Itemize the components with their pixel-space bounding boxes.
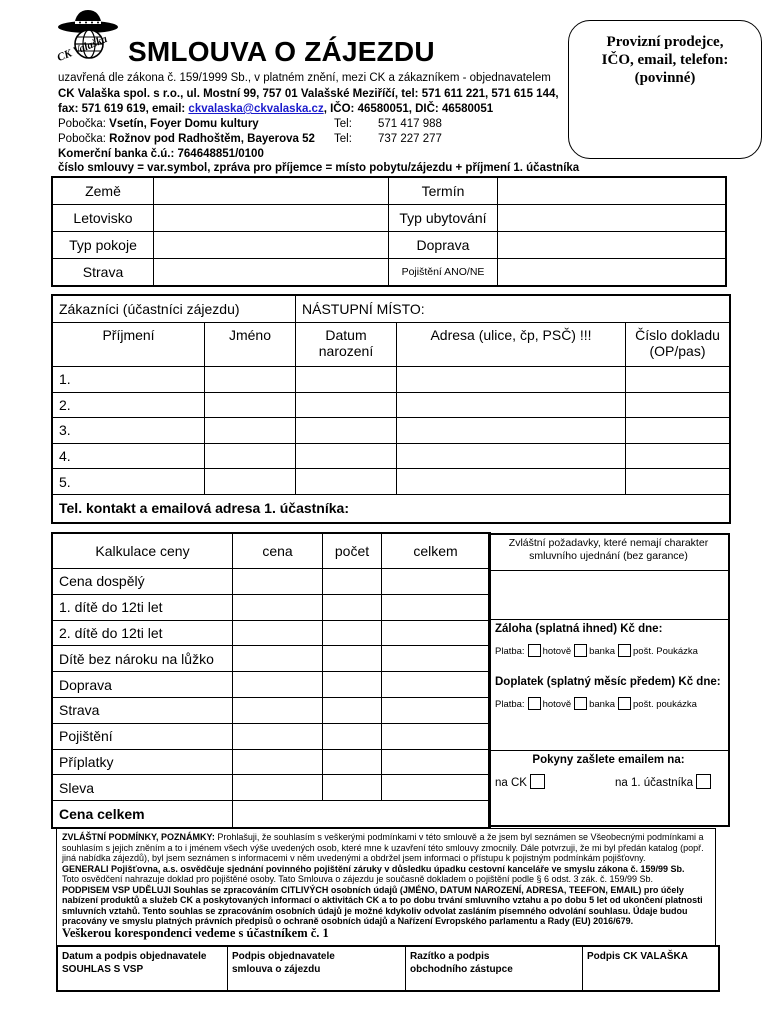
cell[interactable] <box>323 594 382 620</box>
checkbox-bank[interactable] <box>574 697 587 710</box>
signature-label-3b: obchodního zástupce <box>410 964 513 975</box>
table-row <box>53 367 730 393</box>
cell[interactable] <box>205 469 296 495</box>
cell[interactable] <box>233 594 323 620</box>
cell[interactable] <box>233 646 323 672</box>
cell[interactable] <box>205 443 296 469</box>
input-country[interactable] <box>154 178 389 205</box>
table-row <box>58 947 719 991</box>
cell[interactable] <box>296 469 397 495</box>
cell[interactable] <box>323 620 382 646</box>
payment-section <box>489 620 728 751</box>
cell[interactable] <box>626 443 730 469</box>
postal-label: pošt. Poukázka <box>633 646 698 657</box>
cell[interactable] <box>382 594 490 620</box>
table-row <box>53 178 726 205</box>
label-board: Strava <box>53 259 154 286</box>
cell[interactable] <box>323 775 382 801</box>
special-requests-title: Zvláštní požadavky, které nemají charakter smluvního ujednání (bez garance) <box>489 535 728 571</box>
input-room-type[interactable] <box>154 232 389 259</box>
bank-label: banka <box>589 699 615 710</box>
col-calculation: Kalkulace ceny <box>53 534 233 569</box>
send-options <box>495 774 722 792</box>
table-row <box>53 672 490 698</box>
balance-payment-row <box>495 697 722 710</box>
cell[interactable] <box>382 646 490 672</box>
table-row <box>53 494 730 522</box>
provider-line-1: Provizní prodejce, <box>606 34 724 50</box>
cell[interactable] <box>382 620 490 646</box>
signature-label-1b: SOUHLAS S VSP <box>62 964 144 975</box>
correspondence-note: Veškerou korespondenci vedeme s účastníkem č. 1 <box>62 925 329 940</box>
price-row-label: Doprava <box>53 672 233 698</box>
conditions-text: Prohlašuji, že souhlasím s veškerými podmínkami v této smlouvě a že jsem byl seznámen se Všeobecnými podmínkami a souhlasím s jejich zněním a to i jménem všech výše uvedených osob, které mne k uzavření této smlouvy zmocnily. Dále potvrzuji, že mi byl předán katalog (popř. jiná nabídka zájezdů), byl jsem seznámen s informacemi v něm uvedenými a obdržel jsem informaci o přístupu k pojistným podmínkám pojišťovny. <box>62 832 704 863</box>
send-ck-option <box>495 774 547 789</box>
table-row <box>53 443 730 469</box>
checkbox-bank[interactable] <box>574 644 587 657</box>
cell[interactable] <box>382 569 490 595</box>
company-line: CK Valaška spol. s r.o., ul. Mostní 99, 757 01 Valašské Meziříčí, tel: 571 611 221, 571 615 144, <box>58 88 559 100</box>
input-resort[interactable] <box>154 205 389 232</box>
conditions-para-1 <box>62 832 710 864</box>
cell[interactable] <box>626 469 730 495</box>
cell[interactable] <box>382 672 490 698</box>
cell[interactable] <box>382 697 490 723</box>
branch-2-label: Pobočka: <box>58 133 106 145</box>
cell[interactable] <box>323 569 382 595</box>
table-row <box>53 801 490 828</box>
cell[interactable] <box>205 418 296 444</box>
cell[interactable] <box>205 392 296 418</box>
price-row-label: Cena dospělý <box>53 569 233 595</box>
price-row-label: Příplatky <box>53 749 233 775</box>
row-number[interactable]: 2. <box>53 392 205 418</box>
label-term: Termín <box>389 178 498 205</box>
signature-label-2b: smlouva o zájezdu <box>232 964 321 975</box>
table-row <box>53 296 730 323</box>
col-count: počet <box>323 534 382 569</box>
send-ck-label: na CK <box>495 777 527 789</box>
deposit-payment-row <box>495 644 722 657</box>
col-price: cena <box>233 534 323 569</box>
cell[interactable] <box>323 697 382 723</box>
signature-label-4a: Podpis CK VALAŠKA <box>587 951 688 962</box>
price-row-label: Strava <box>53 697 233 723</box>
cell[interactable] <box>323 672 382 698</box>
cell[interactable] <box>233 569 323 595</box>
cell[interactable] <box>296 367 397 393</box>
row-number[interactable]: 4. <box>53 443 205 469</box>
cell[interactable] <box>397 367 626 393</box>
branch-2-tel-label: Tel: <box>334 133 352 145</box>
cell[interactable] <box>296 418 397 444</box>
signature-table <box>57 946 719 991</box>
table-row <box>53 646 490 672</box>
signature-label-1a: Datum a podpis objednavatele <box>62 951 207 962</box>
send-title: Pokyny zašlete emailem na: <box>532 754 685 766</box>
cell[interactable] <box>626 418 730 444</box>
bank-label: banka <box>589 646 615 657</box>
branch-1-tel: 571 417 988 <box>378 118 442 130</box>
price-row-label: Sleva <box>53 775 233 801</box>
signature-label-3a: Razítko a podpis <box>410 951 490 962</box>
bank-line: Komerční banka č.ú.: 764648851/0100 <box>58 148 264 160</box>
insurance-note: GENERALI Pojišťovna, a.s. osvědčuje sjednání povinného pojištění záruky v důsledku úpadku cestovní kanceláře ve smyslu zákona č. 159/99 Sb. <box>62 863 685 874</box>
cell[interactable] <box>323 723 382 749</box>
table-row <box>53 620 490 646</box>
input-transport[interactable] <box>498 232 726 259</box>
email-link[interactable]: ckvalaska@ckvalaska.cz <box>188 103 324 115</box>
payment-note: číslo smlouvy = var.symbol, zpráva pro příjemce = místo pobytu/zájezdu + příjmení 1. účastníka <box>58 162 580 174</box>
cell[interactable] <box>233 620 323 646</box>
fax-text: fax: 571 619 619, email: <box>58 103 189 115</box>
checkbox-cash[interactable] <box>528 644 541 657</box>
send-first-label: na 1. účastníka <box>615 777 693 789</box>
ico-dic-text: , IČO: 46580051, DIČ: 46580051 <box>323 103 494 115</box>
cell[interactable] <box>397 392 626 418</box>
cell[interactable] <box>382 775 490 801</box>
send-instructions <box>489 751 728 795</box>
label-accommodation: Typ ubytování <box>389 205 498 232</box>
table-header-row <box>53 534 490 569</box>
branch-2-name: Rožnov pod Radhoštěm, Bayerova 52 <box>109 133 315 145</box>
row-number[interactable]: 1. <box>53 367 205 393</box>
label-transport: Doprava <box>389 232 498 259</box>
payment-label: Platba: <box>495 699 525 710</box>
checkbox-send-first[interactable] <box>696 774 711 789</box>
law-line: uzavřená dle zákona č. 159/1999 Sb., v platném znění, mezi CK a zákazníkem - objednavatelem <box>58 72 551 84</box>
col-name: Jméno <box>205 323 296 367</box>
provider-line-3: (povinné) <box>634 70 696 86</box>
logo-text: CK Valaška <box>55 33 110 64</box>
label-room-type: Typ pokoje <box>53 232 154 259</box>
price-total-value[interactable] <box>233 801 490 828</box>
postal-label: pošt. poukázka <box>633 699 697 710</box>
cell[interactable] <box>233 749 323 775</box>
branch-2-tel: 737 227 277 <box>378 133 442 145</box>
checkbox-postal[interactable] <box>618 644 631 657</box>
table-row <box>53 569 490 595</box>
col-address: Adresa (ulice, čp, PSČ) !!! <box>397 323 626 367</box>
cell[interactable] <box>397 469 626 495</box>
label-resort: Letovisko <box>53 205 154 232</box>
contact-field[interactable]: Tel. kontakt a emailová adresa 1. účastníka: <box>53 494 730 522</box>
input-insurance[interactable] <box>498 259 726 286</box>
balance-label: Doplatek (splatný měsíc předem) Kč dne: <box>495 676 721 688</box>
cell[interactable] <box>323 749 382 775</box>
table-header-row <box>53 323 730 367</box>
conditions-heading: ZVLÁŠTNÍ PODMÍNKY, POZNÁMKY: <box>62 832 215 842</box>
col-total: celkem <box>382 534 490 569</box>
table-row <box>53 469 730 495</box>
input-term[interactable] <box>498 178 726 205</box>
cell[interactable] <box>397 443 626 469</box>
table-row <box>53 723 490 749</box>
tour-table <box>52 177 726 286</box>
signature-ck[interactable] <box>583 947 719 991</box>
input-accommodation[interactable] <box>498 205 726 232</box>
cell[interactable] <box>233 723 323 749</box>
branch-1 <box>58 118 518 130</box>
col-document: Číslo dokladu (OP/pas) <box>626 323 730 367</box>
gdpr-consent: PODPISEM VSP UDĚLUJI Souhlas se zpracováním CITLIVÝCH osobních údajů (JMÉNO, DATUM NAROZENÍ, ADRESA, TEEFON, EMAIL) pro účely nabízení produktů a služeb CK a poskytovaných informací o aktivitách CK a to po dobu trvání smluvního vztahu a po dobu 5 let od ukončení platnosti smluvních vztahů. Tento souhlas se zpracováním osobních údajů je možné kdykoliv odvolat zasláním písemného odvolání souhlasu. Údaje budou pracovány ve smyslu platných právních předpisů o ochraně osobních údajů a Nařízení Evropského parlamentu a Rady (EU) 2016/679. <box>62 884 703 926</box>
price-row-label: 2. dítě do 12ti let <box>53 620 233 646</box>
table-row <box>53 697 490 723</box>
price-row-label: Dítě bez nároku na lůžko <box>53 646 233 672</box>
send-first-option <box>615 774 713 789</box>
table-row <box>53 392 730 418</box>
cell[interactable] <box>323 646 382 672</box>
col-surname: Příjmení <box>53 323 205 367</box>
cell[interactable] <box>233 672 323 698</box>
cell[interactable] <box>382 749 490 775</box>
branch-1-label: Pobočka: <box>58 118 106 130</box>
table-row <box>53 749 490 775</box>
cash-label: hotově <box>542 646 572 657</box>
signature-customer-contract[interactable] <box>228 947 406 991</box>
payment-label: Platba: <box>495 646 525 657</box>
cell[interactable] <box>397 418 626 444</box>
price-total-label: Cena celkem <box>53 801 233 828</box>
signature-agent[interactable] <box>406 947 583 991</box>
price-row-label: 1. dítě do 12ti let <box>53 594 233 620</box>
row-number[interactable]: 3. <box>53 418 205 444</box>
cell[interactable] <box>626 367 730 393</box>
boarding-place[interactable]: NÁSTUPNÍ MÍSTO: <box>296 296 730 323</box>
table-row <box>53 775 490 801</box>
col-birth-date: Datum narození <box>296 323 397 367</box>
deposit-label: Záloha (splatná ihned) Kč dne: <box>495 623 663 635</box>
row-number[interactable]: 5. <box>53 469 205 495</box>
price-table <box>52 533 490 828</box>
cell[interactable] <box>233 697 323 723</box>
provider-line-2: IČO, email, telefon: <box>601 52 729 68</box>
contact-line <box>58 103 493 115</box>
cell[interactable] <box>382 723 490 749</box>
cell[interactable] <box>296 392 397 418</box>
cash-label: hotově <box>542 699 572 710</box>
special-requests-field[interactable] <box>489 571 728 620</box>
table-row <box>53 418 730 444</box>
cell[interactable] <box>233 775 323 801</box>
signature-customer-vsp[interactable] <box>58 947 228 991</box>
customers-title: Zákazníci (účastníci zájezdu) <box>53 296 296 323</box>
checkbox-send-ck[interactable] <box>530 774 545 789</box>
branch-1-name: Vsetín, Foyer Domu kultury <box>109 118 259 130</box>
page-title: SMLOUVA O ZÁJEZDU <box>128 36 435 67</box>
cell[interactable] <box>626 392 730 418</box>
table-row <box>53 259 726 286</box>
label-country: Země <box>53 178 154 205</box>
provider-box[interactable] <box>568 20 762 159</box>
label-insurance: Pojištění ANO/NE <box>389 259 498 286</box>
price-row-label: Pojištění <box>53 723 233 749</box>
cell[interactable] <box>296 443 397 469</box>
table-row <box>53 232 726 259</box>
branch-1-tel-label: Tel: <box>334 118 352 130</box>
input-board[interactable] <box>154 259 389 286</box>
cell[interactable] <box>205 367 296 393</box>
table-row <box>53 205 726 232</box>
ck-valaska-logo <box>56 6 122 72</box>
payment-panel <box>488 533 730 827</box>
checkbox-cash[interactable] <box>528 697 541 710</box>
checkbox-postal[interactable] <box>618 697 631 710</box>
conditions-block <box>56 828 716 946</box>
customers-table <box>52 295 730 523</box>
insurance-proof-note: Toto osvědčení nahrazuje doklad pro pojištěné osoby. Tato Smlouva o zájezdu je současně dokladem o pojištění podle § 6 odst. 3 zák. č. 159/99 Sb. <box>62 874 654 884</box>
signature-label-2a: Podpis objednavatele <box>232 951 335 962</box>
branch-2 <box>58 133 518 145</box>
table-row <box>53 594 490 620</box>
